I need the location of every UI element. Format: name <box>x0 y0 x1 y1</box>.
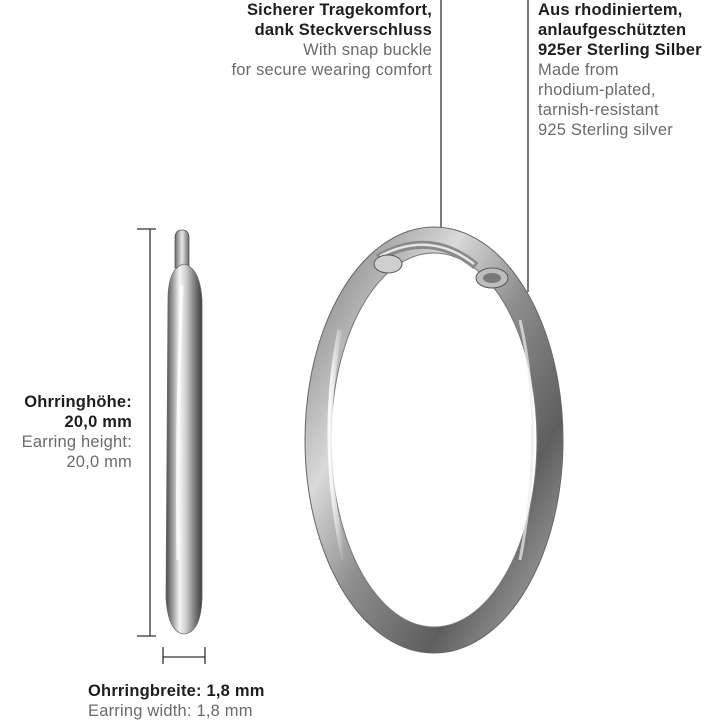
material-en-line-2: rhodium-plated, <box>538 81 656 99</box>
height-en-label: Earring height: <box>21 433 132 451</box>
material-de-line-3: 925er Sterling Silber <box>538 41 702 59</box>
material-en-line-1: Made from <box>538 61 619 79</box>
snap-feature-callout <box>231 0 432 80</box>
material-de-line-2: anlaufgeschützten <box>538 21 687 39</box>
snap-feature-de-line-1: Sicherer Tragekomfort, <box>246 1 432 19</box>
height-de-value: 20,0 mm <box>64 413 132 431</box>
material-en-line-3: tarnish-resistant <box>538 101 659 119</box>
snap-feature-en-line-2: for secure wearing comfort <box>231 61 432 79</box>
snap-feature-de-line-2: dank Steckverschluss <box>254 21 432 39</box>
material-de-line-1: Aus rhodiniertem, <box>538 1 683 19</box>
earring-side-view <box>166 230 202 634</box>
material-callout <box>538 0 702 140</box>
earring-front-view <box>305 227 563 653</box>
material-en-line-4: 925 Sterling silver <box>538 121 673 139</box>
width-dimension-line <box>163 647 205 664</box>
height-de-label: Ohrringhöhe: <box>24 393 132 411</box>
width-dimension-label <box>88 681 265 721</box>
width-de-text: Ohrringbreite: 1,8 mm <box>88 682 265 700</box>
width-en-text: Earring width: 1,8 mm <box>88 702 253 720</box>
height-dimension-line <box>137 229 156 636</box>
height-en-value: 20,0 mm <box>66 453 132 471</box>
snap-feature-en-line-1: With snap buckle <box>303 41 432 59</box>
height-dimension-label <box>22 392 132 472</box>
